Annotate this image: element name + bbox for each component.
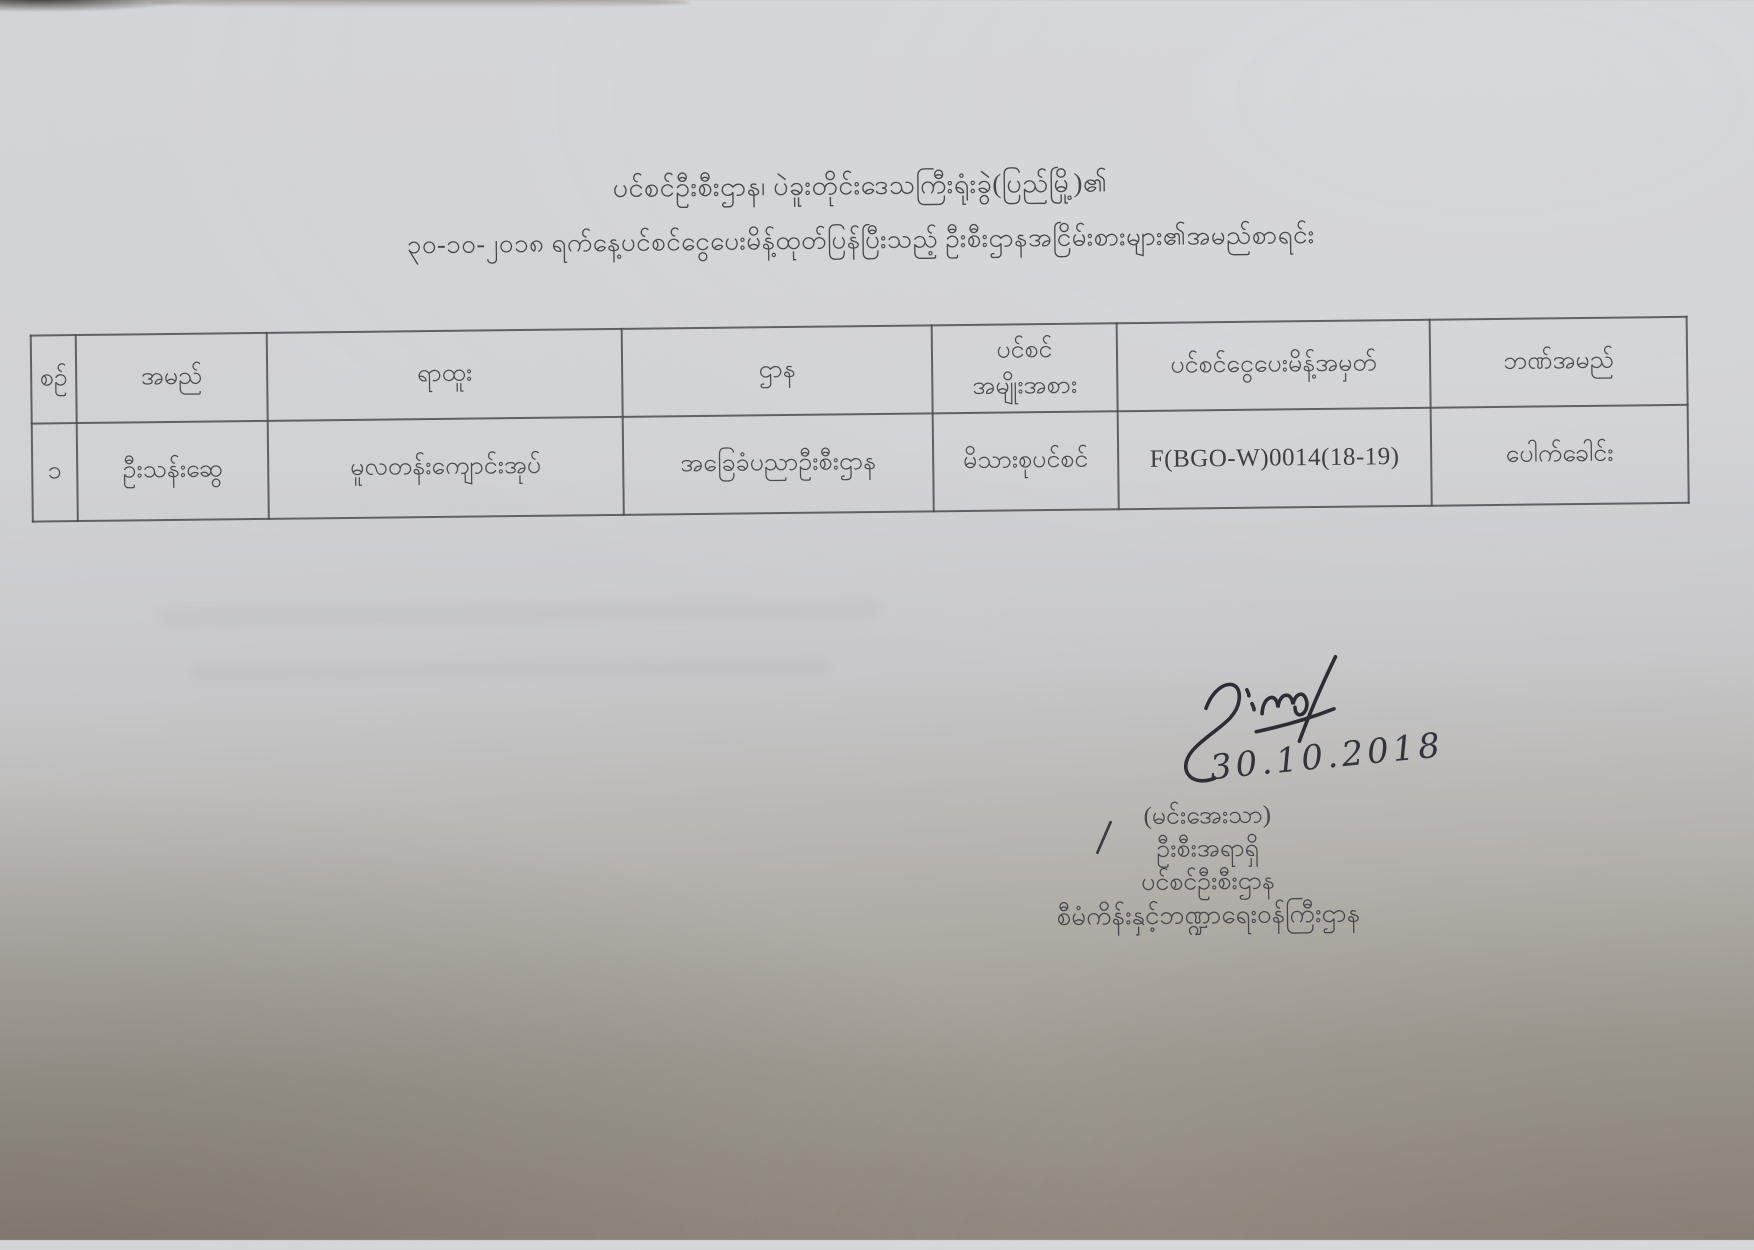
cell-position: မူလတန်းကျောင်းအုပ် bbox=[268, 417, 624, 519]
document-title bbox=[0, 158, 1726, 271]
header-department: ဌာန bbox=[622, 325, 933, 417]
header-pension-type bbox=[932, 323, 1118, 413]
signatory-title: ဦးစီးအရာရှိ bbox=[1156, 834, 1260, 863]
cell-pension-type: မိသားစုပင်စင် bbox=[933, 411, 1119, 511]
cell-pay-order-no: F(BGO-W)0014(18-19) bbox=[1118, 408, 1432, 510]
header-bank-name: ဘဏ်အမည် bbox=[1430, 317, 1688, 408]
signatory-block bbox=[1002, 797, 1413, 934]
table-row bbox=[32, 405, 1689, 522]
pensioners-table bbox=[30, 316, 1690, 523]
cell-name: ဦးသန်းဆွေ bbox=[77, 421, 269, 521]
cell-department: အခြေခံပညာဦးစီးဌာန bbox=[623, 413, 934, 515]
signatory-ministry: စီမံကိန်းနှင့်ဘဏ္ဍာရေးဝန်ကြီးဌာန bbox=[1056, 898, 1361, 931]
header-pension-type-line2: အမျိုးအစား bbox=[972, 371, 1078, 400]
signatory-name: (မင်းအေးသာ) bbox=[1143, 801, 1272, 830]
header-pension-type-line1: ပင်စင် bbox=[996, 335, 1053, 364]
cell-bank-name: ပေါက်ခေါင်း bbox=[1431, 405, 1689, 506]
title-line-2: ၃၀-၁၀-၂၀၁၈ ရက်နေ့ပင်စင်ငွေပေးမိန့်ထုတ်ပြန်ပြီးသည့် ဦးစီးဌာနအငြိမ်းစားများ၏အမည်စာရင်း bbox=[406, 220, 1315, 260]
paper-showthrough bbox=[190, 659, 830, 682]
header-name: အမည် bbox=[76, 333, 268, 423]
header-position: ရာထူး bbox=[267, 329, 623, 421]
paper-showthrough bbox=[160, 600, 880, 626]
title-line-1: ပင်စင်ဦးစီးဌာန၊ ပဲခူးတိုင်းဒေသကြီးရုံးခွဲ(ပြည်မြို့)၏ bbox=[612, 167, 1108, 203]
handwritten-date: 30.10.2018 bbox=[1208, 725, 1446, 789]
header-pay-order-no: ပင်စင်ငွေပေးမိန့်အမှတ် bbox=[1117, 320, 1431, 412]
signatory-department: ပင်စင်ဦးစီးဌာန bbox=[1140, 867, 1276, 897]
header-seq: စဉ် bbox=[31, 335, 77, 424]
cell-seq: ၁ bbox=[32, 423, 78, 522]
